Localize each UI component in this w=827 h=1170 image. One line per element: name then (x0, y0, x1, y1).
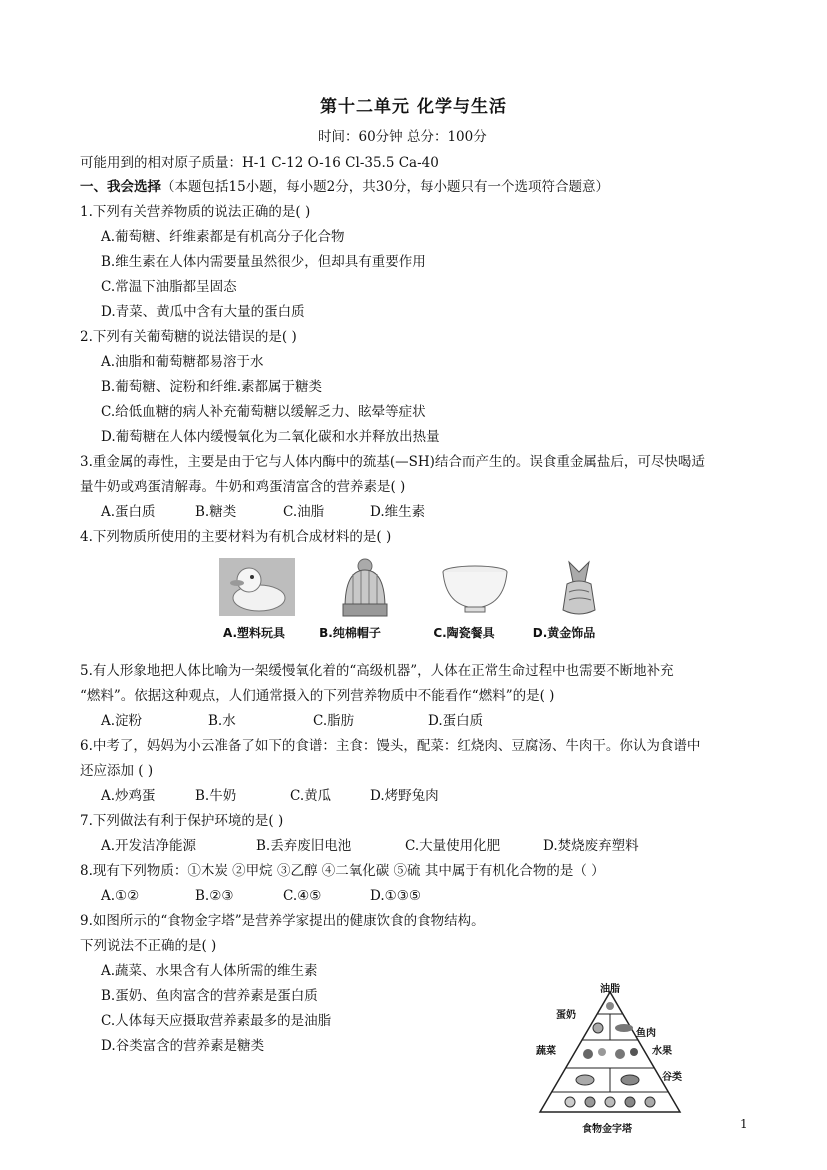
ceramic-bowl-image (440, 558, 510, 616)
exam-meta: 时间：60分钟 总分：100分 (318, 129, 487, 145)
pyramid-caption: 食物金字塔 (582, 1124, 632, 1135)
q5-option-d: D.蛋白质 (428, 713, 484, 729)
q2-option-d: D.葡萄糖在人体内缓慢氧化为二氧化碳和水并释放出热量 (101, 429, 440, 445)
atomic-masses: 可能用到的相对原子质量：H-1 C-12 O-16 Cl-35.5 Ca-40 (80, 155, 439, 171)
page-title: 第十二单元 化学与生活 (320, 97, 507, 117)
q8-option-a: A.①② (101, 888, 140, 904)
q4-item-c (430, 558, 520, 643)
q4-image-strip (212, 558, 622, 648)
section-heading (80, 178, 609, 196)
q7-option-c: C.大量使用化肥 (405, 838, 501, 854)
q2-option-b: B.葡萄糖、淀粉和纤维.素都属于糖类 (101, 379, 323, 395)
rubber-duck-image (219, 558, 295, 616)
gold-jewelry-image (549, 558, 609, 620)
section-heading-desc: （本题包括15小题，每小题2分，共30分，每小题只有一个选项符合题意） (161, 179, 609, 195)
q2-option-a: A.油脂和葡萄糖都易溶于水 (101, 354, 264, 370)
q6-option-c: C.黄瓜 (290, 788, 332, 804)
q8-option-d: D.①③⑤ (370, 888, 421, 904)
q4-caption-b: B.纯棉帽子 (319, 626, 381, 640)
q6-stem-line1: 6.中考了，妈妈为小云准备了如下的食谱：主食：馒头，配菜：红烧肉、豆腐汤、牛肉干。你认为食谱中 (80, 738, 701, 754)
q6-option-d: D.烤野兔肉 (370, 788, 439, 804)
q3-stem-line2: 量牛奶或鸡蛋清解毒。牛奶和鸡蛋清富含的营养素是( ) (80, 479, 406, 495)
q4-item-b (320, 558, 410, 643)
q3-option-b: B.糖类 (195, 504, 237, 520)
q6-option-a: A.炒鸡蛋 (101, 788, 156, 804)
q3-stem-line1: 3.重金属的毒性，主要是由于它与人体内酶中的巯基(—SH)结合而产生的。误食重金属盐后，可尽快喝适 (80, 454, 705, 470)
q3-option-a: A.蛋白质 (101, 504, 156, 520)
q1-option-c: C.常温下油脂都呈固态 (101, 279, 237, 295)
q9-stem-line2: 下列说法不正确的是( ) (80, 938, 217, 954)
q1-option-a: A.葡萄糖、纤维素都是有机高分子化合物 (101, 229, 345, 245)
q7-option-a: A.开发洁净能源 (101, 838, 197, 854)
q2-stem: 2.下列有关葡萄糖的说法错误的是( ) (80, 329, 297, 345)
q5-stem-line1: 5.有人形象地把人体比喻为一架缓慢氧化着的“高级机器”，人体在正常生命过程中也需要不断地补充 (80, 663, 674, 679)
q5-option-b: B.水 (208, 713, 236, 729)
q6-stem-line2: 还应添加 ( ) (80, 763, 154, 779)
q4-item-d (534, 558, 624, 643)
q4-caption-d: D.黄金饰品 (532, 626, 596, 640)
q9-stem-line1: 9.如图所示的“食物金字塔”是营养学家提出的健康饮食的食物结构。 (80, 913, 485, 929)
pyramid-label-oil: 油脂 (600, 984, 620, 995)
pyramid-drawing (530, 990, 690, 1140)
pyramid-label-grain: 谷类 (662, 1072, 682, 1083)
q4-stem: 4.下列物质所使用的主要材料为有机合成材料的是( ) (80, 529, 392, 545)
section-heading-title: 一、我会选择 (80, 179, 161, 195)
q3-option-d: D.维生素 (370, 504, 426, 520)
q1-option-d: D.青菜、黄瓜中含有大量的蛋白质 (101, 304, 305, 320)
q8-option-c: C.④⑤ (283, 888, 322, 904)
page-number: 1 (740, 1117, 748, 1131)
pyramid-label-fruit: 水果 (652, 1046, 672, 1057)
q4-caption-a: A.塑料玩具 (222, 626, 286, 640)
q9-option-d: D.谷类富含的营养素是糖类 (101, 1038, 265, 1054)
q1-stem: 1.下列有关营养物质的说法正确的是( ) (80, 204, 311, 220)
food-pyramid-figure (530, 984, 690, 1140)
q9-option-a: A.蔬菜、水果含有人体所需的维生素 (101, 963, 318, 979)
q5-option-c: C.脂肪 (313, 713, 355, 729)
q9-option-b: B.蛋奶、鱼肉富含的营养素是蛋白质 (101, 988, 318, 1004)
pyramid-label-fish: 鱼肉 (636, 1028, 656, 1039)
q7-stem: 7.下列做法有利于保护环境的是( ) (80, 813, 284, 829)
pyramid-label-veg: 蔬菜 (536, 1046, 556, 1057)
q7-option-d: D.焚烧废弃塑料 (543, 838, 639, 854)
q3-option-c: C.油脂 (283, 504, 325, 520)
q8-stem: 8.现有下列物质：①木炭 ②甲烷 ③乙醇 ④二氧化碳 ⑤硫 其中属于有机化合物的是（ ） (80, 863, 605, 879)
q6-option-b: B.牛奶 (195, 788, 237, 804)
q5-stem-line2: “燃料”。依据这种观点，人们通常摄入的下列营养物质中不能看作“燃料”的是( ) (80, 688, 555, 704)
q8-option-b: B.②③ (195, 888, 234, 904)
q2-option-c: C.给低血糖的病人补充葡萄糖以缓解乏力、眩晕等症状 (101, 404, 426, 420)
knit-hat-image (335, 558, 395, 620)
q5-option-a: A.淀粉 (101, 713, 143, 729)
pyramid-label-egg: 蛋奶 (556, 1010, 576, 1021)
q4-caption-c: C.陶瓷餐具 (433, 626, 495, 640)
q7-option-b: B.丢弃废旧电池 (256, 838, 352, 854)
q4-item-a (212, 558, 302, 643)
q1-option-b: B.维生素在人体内需要量虽然很少，但却具有重要作用 (101, 254, 426, 270)
q9-option-c: C.人体每天应摄取营养素最多的是油脂 (101, 1013, 332, 1029)
